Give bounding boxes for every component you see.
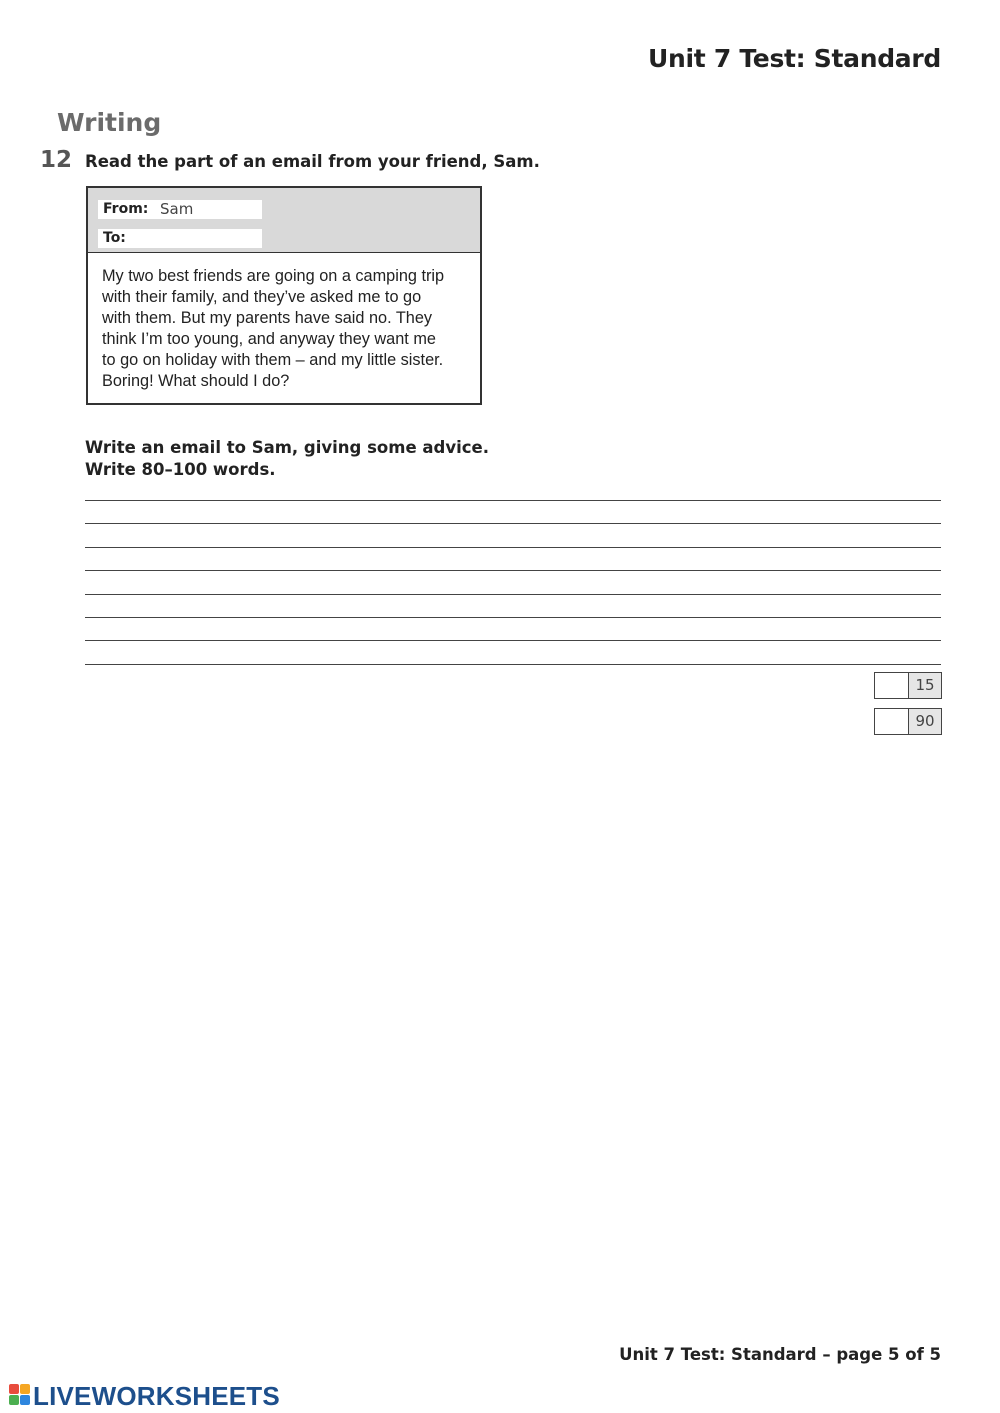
score-input[interactable]	[875, 673, 909, 698]
writing-line[interactable]	[85, 523, 941, 524]
email-body-line: think I’m too young, and anyway they want me	[102, 330, 436, 348]
to-label: To:	[103, 230, 126, 246]
email-body	[102, 266, 474, 392]
from-value: Sam	[160, 200, 194, 218]
liveworksheets-logo-icon	[9, 1383, 31, 1405]
email-body-line: My two best friends are going on a camping trip	[102, 267, 445, 285]
question-prompt: Read the part of an email from your friend, Sam.	[85, 152, 540, 171]
writing-line[interactable]	[85, 570, 941, 571]
writing-line[interactable]	[85, 547, 941, 548]
task-instructions	[85, 437, 489, 481]
score-max: 90	[909, 709, 941, 734]
score-max: 15	[909, 673, 941, 698]
task-line-1: Write an email to Sam, giving some advice.	[85, 438, 489, 457]
task-line-2: Write 80–100 words.	[85, 460, 276, 479]
page-footer: Unit 7 Test: Standard – page 5 of 5	[619, 1345, 941, 1364]
page-header-title: Unit 7 Test: Standard	[648, 44, 941, 73]
writing-line[interactable]	[85, 500, 941, 501]
brand-name: LIVEWORKSHEETS	[33, 1381, 280, 1411]
section-title: Writing	[57, 108, 162, 137]
from-label: From:	[103, 201, 149, 217]
email-body-line: to go on holiday with them – and my little sister.	[102, 351, 444, 369]
email-card	[86, 186, 482, 405]
email-body-line: with their family, and they’ve asked me to go	[102, 288, 422, 306]
email-body-line: Boring! What should I do?	[102, 372, 290, 390]
email-body-line: with them. But my parents have said no. They	[102, 309, 433, 327]
writing-line[interactable]	[85, 594, 941, 595]
to-field	[98, 229, 262, 248]
writing-line[interactable]	[85, 640, 941, 641]
score-box-total	[874, 708, 942, 735]
email-header	[88, 188, 480, 253]
question-number: 12	[40, 147, 73, 173]
score-input[interactable]	[875, 709, 909, 734]
score-box-task	[874, 672, 942, 699]
writing-line[interactable]	[85, 664, 941, 665]
from-field	[98, 200, 262, 219]
writing-line[interactable]	[85, 617, 941, 618]
